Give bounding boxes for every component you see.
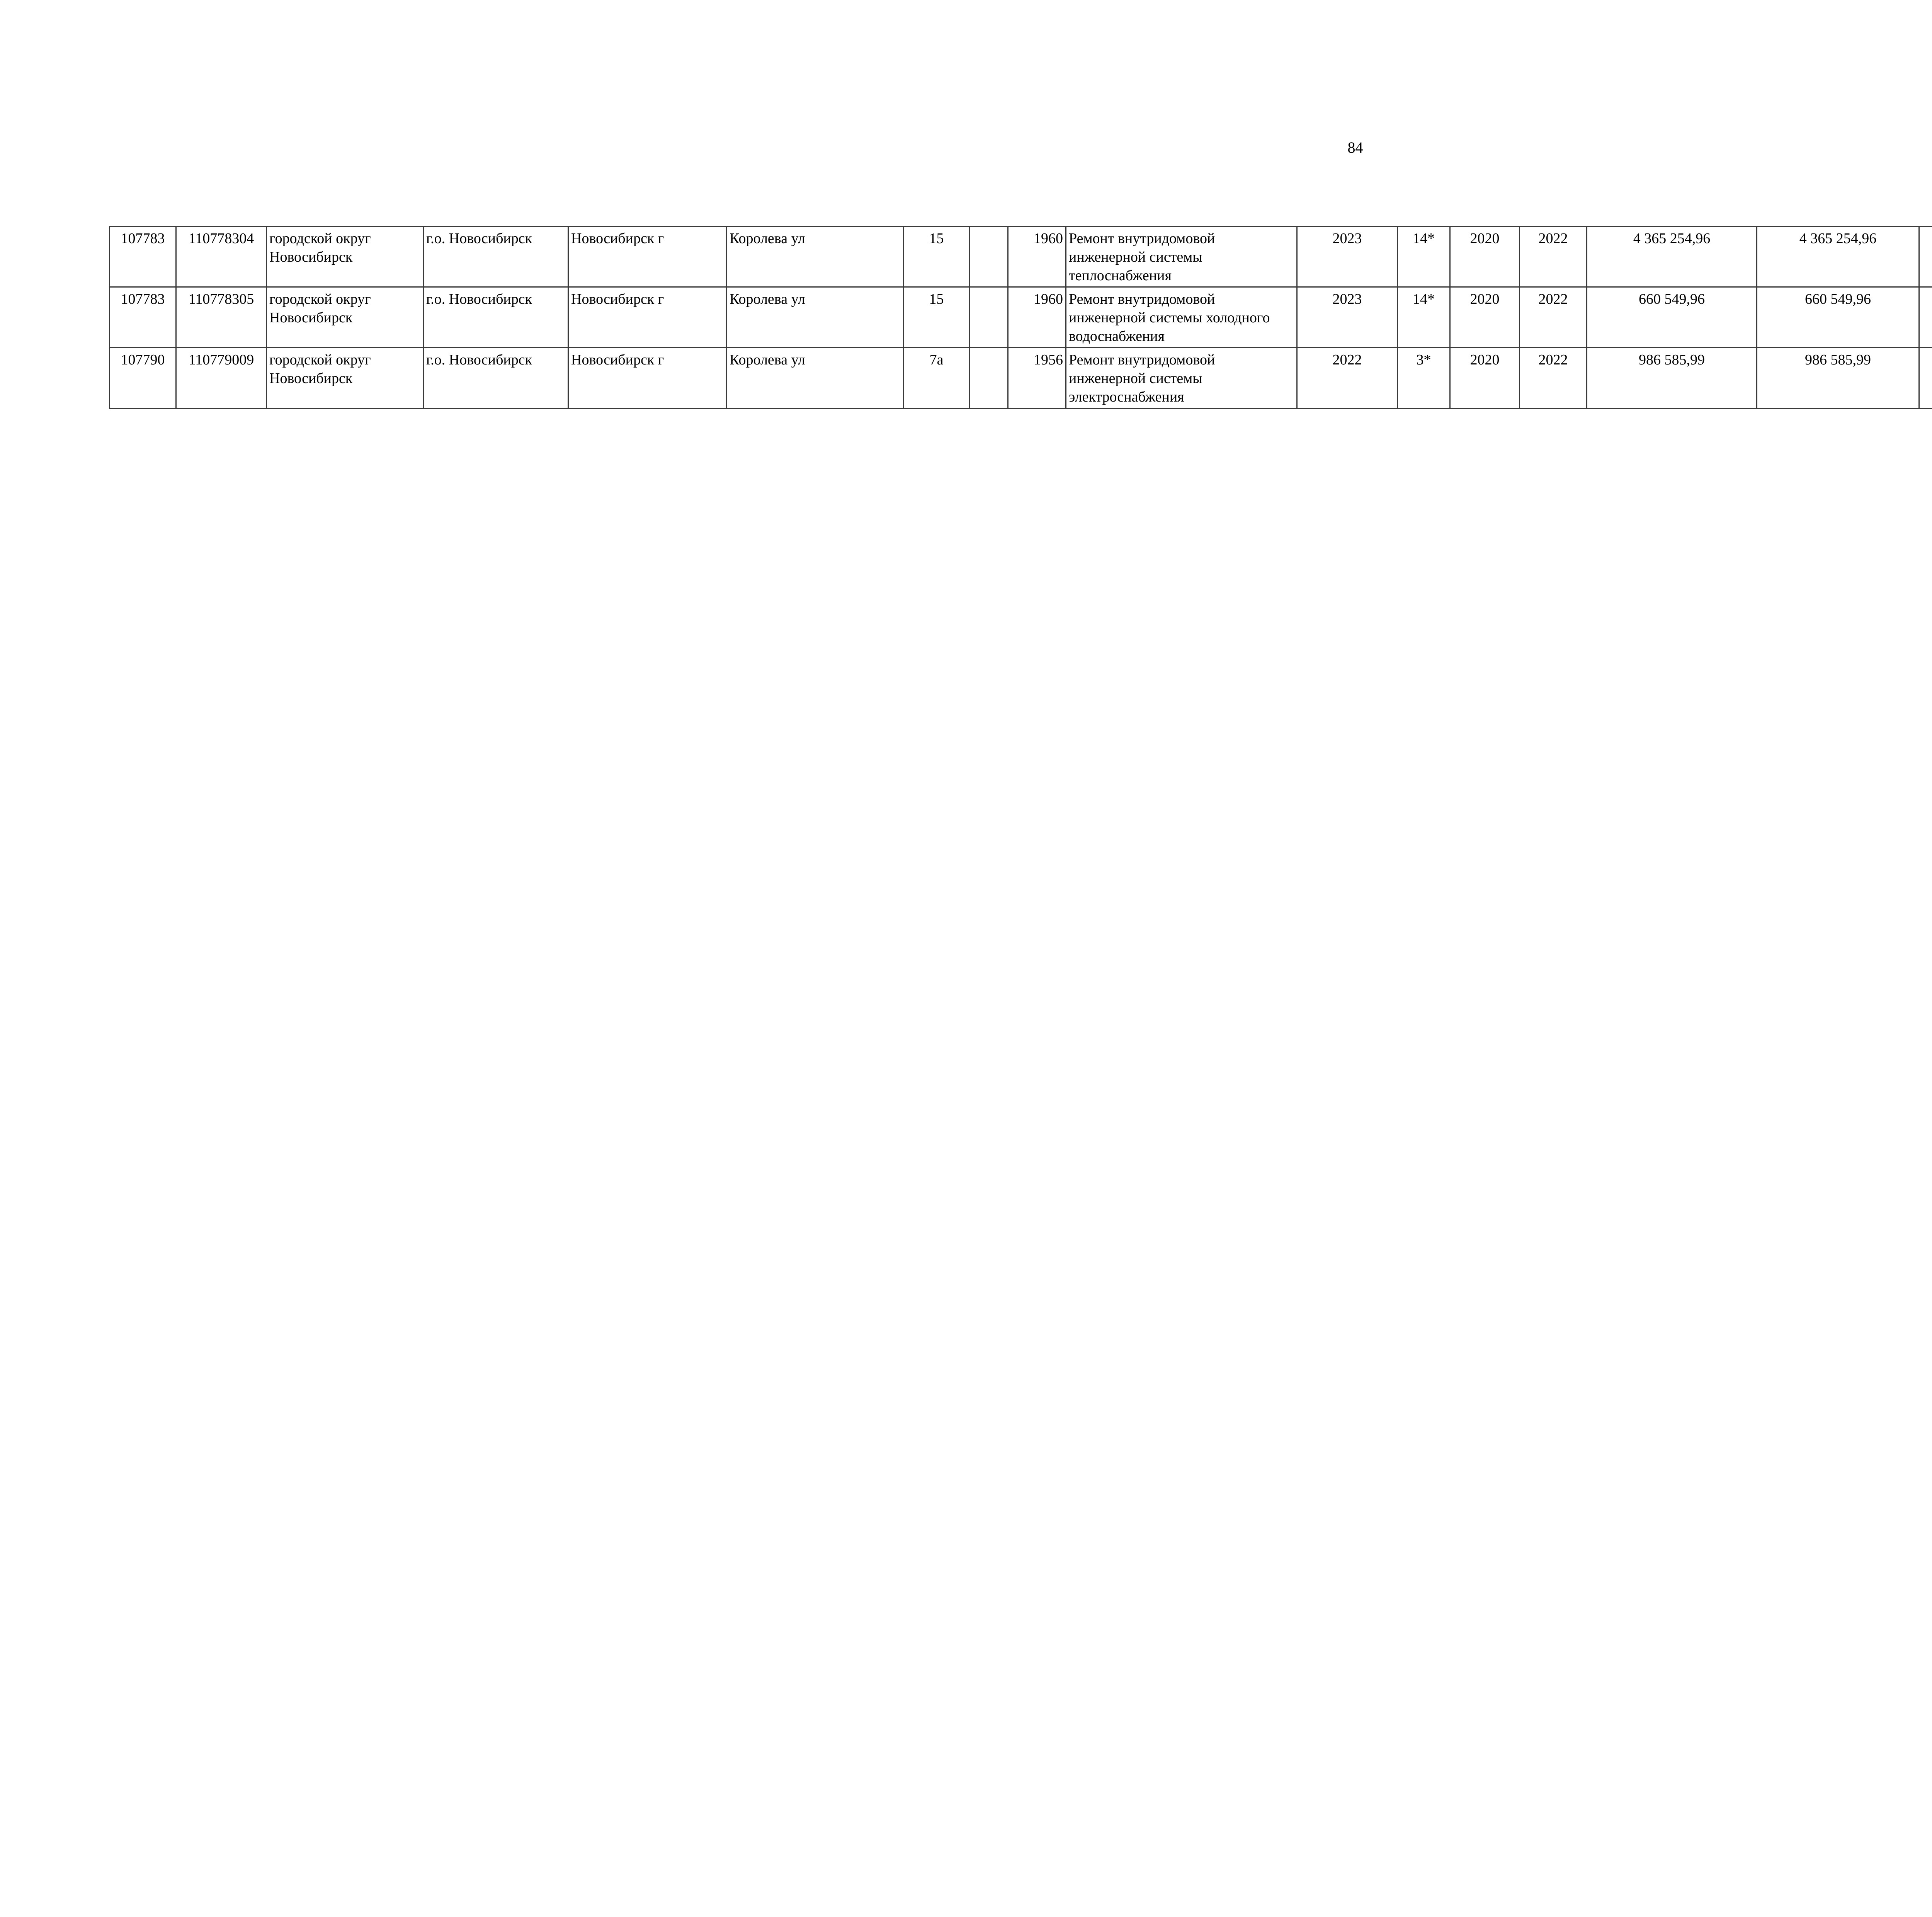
year-cell: 2023: [1297, 226, 1398, 287]
year-from-cell: 2020: [1450, 348, 1520, 409]
district-cell: г.о. Новосибирск: [423, 348, 568, 409]
district-cell: г.о. Новосибирск: [423, 226, 568, 287]
value-cell-1: [1919, 287, 1932, 348]
amount-total-cell: 986 585,99: [1587, 348, 1757, 409]
house-cell: 15: [904, 287, 969, 348]
code-cell: 14*: [1398, 287, 1450, 348]
city-cell: Новосибирск г: [568, 287, 727, 348]
house-cell: 7а: [904, 348, 969, 409]
table-row: [110, 287, 1932, 348]
year-cell: 2022: [1297, 348, 1398, 409]
amount-fund-cell: 4 365 254,96: [1757, 226, 1919, 287]
extra-cell: [969, 226, 1008, 287]
house-cell: 15: [904, 226, 969, 287]
object-id-cell: 107783: [110, 226, 176, 287]
amount-total-cell: 4 365 254,96: [1587, 226, 1757, 287]
code-cell: 3*: [1398, 348, 1450, 409]
code-cell: 14*: [1398, 226, 1450, 287]
work-type-cell: Ремонт внутридомовой инженерной системы теплоснабжения: [1066, 226, 1297, 287]
extra-cell: [969, 287, 1008, 348]
table-row: [110, 226, 1932, 287]
object-id-cell: 107783: [110, 287, 176, 348]
year-cell: 2023: [1297, 287, 1398, 348]
district-cell: г.о. Новосибирск: [423, 287, 568, 348]
table-row: [110, 348, 1932, 409]
year-from-cell: 2020: [1450, 226, 1520, 287]
amount-fund-cell: 986 585,99: [1757, 348, 1919, 409]
city-cell: Новосибирск г: [568, 348, 727, 409]
city-cell: Новосибирск г: [568, 226, 727, 287]
work-id-cell: 110778304: [176, 226, 267, 287]
work-type-cell: Ремонт внутридомовой инженерной системы электроснабжения: [1066, 348, 1297, 409]
street-cell: Королева ул: [727, 226, 904, 287]
value-cell-1: [1919, 348, 1932, 409]
municipality-cell: городской округ Новосибирск: [267, 226, 423, 287]
municipality-cell: городской округ Новосибирск: [267, 348, 423, 409]
object-id-cell: 107790: [110, 348, 176, 409]
amount-total-cell: 660 549,96: [1587, 287, 1757, 348]
data-table: [109, 226, 1932, 409]
street-cell: Королева ул: [727, 287, 904, 348]
extra-cell: [969, 348, 1008, 409]
year-built-cell: 1960: [1008, 226, 1066, 287]
year-built-cell: 1960: [1008, 287, 1066, 348]
work-id-cell: 110779009: [176, 348, 267, 409]
page-number: 84: [1347, 139, 1363, 156]
year-to-cell: 2022: [1520, 348, 1587, 409]
year-built-cell: 1956: [1008, 348, 1066, 409]
year-from-cell: 2020: [1450, 287, 1520, 348]
year-to-cell: 2022: [1520, 226, 1587, 287]
municipality-cell: городской округ Новосибирск: [267, 287, 423, 348]
work-type-cell: Ремонт внутридомовой инженерной системы холодного водоснабжения: [1066, 287, 1297, 348]
work-id-cell: 110778305: [176, 287, 267, 348]
year-to-cell: 2022: [1520, 287, 1587, 348]
value-cell-1: [1919, 226, 1932, 287]
amount-fund-cell: 660 549,96: [1757, 287, 1919, 348]
street-cell: Королева ул: [727, 348, 904, 409]
